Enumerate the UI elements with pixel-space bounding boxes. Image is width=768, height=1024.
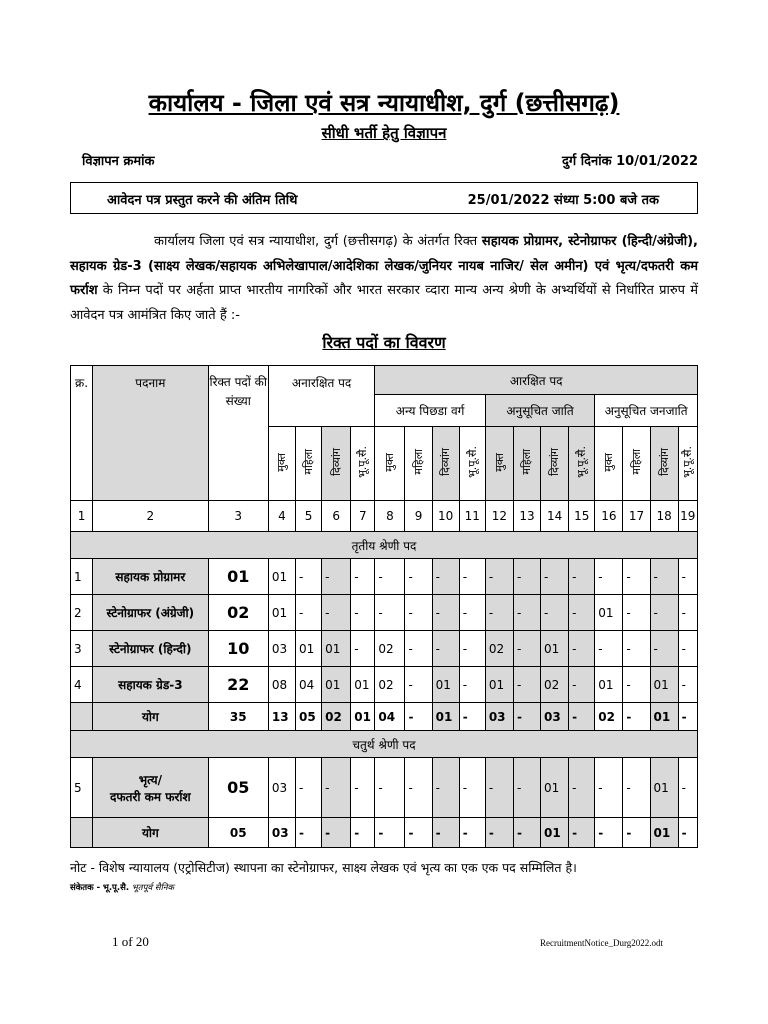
vacancy-cell: 03 <box>541 703 569 731</box>
total-row <box>71 703 698 731</box>
subheader-cell <box>322 427 351 501</box>
subheader-label: महिला <box>412 449 426 475</box>
subheader-label: दिव्यांग <box>329 448 343 476</box>
subheader-label: मुक्त <box>275 452 289 472</box>
vacancy-cell: - <box>541 559 569 595</box>
legend <box>70 882 174 893</box>
vacancy-cell: - <box>485 758 513 818</box>
vacancy-table <box>70 365 698 848</box>
vacancy-cell: - <box>569 703 595 731</box>
class4-title: चतुर्थ श्रेणी पद <box>71 731 698 758</box>
vacancy-cell: - <box>595 559 623 595</box>
page-number: 1 of 20 <box>112 934 149 949</box>
vacancy-cell: - <box>459 758 485 818</box>
serial-cell: 4 <box>71 667 93 703</box>
column-number: 10 <box>432 501 459 532</box>
vacancy-count-cell: 22 <box>208 667 268 703</box>
vacancy-cell: 01 <box>268 595 295 631</box>
table-row <box>71 559 698 595</box>
vacancy-cell: 01 <box>295 631 321 667</box>
vacancy-cell: - <box>569 631 595 667</box>
vacancy-cell: - <box>485 559 513 595</box>
subheader-label: दिव्यांग <box>657 448 671 476</box>
serial-cell <box>71 703 93 731</box>
vacancy-cell: - <box>595 631 623 667</box>
legend-abbr: भू.पू.सै. <box>102 883 130 893</box>
vacancy-cell: 02 <box>322 703 351 731</box>
table-row <box>71 595 698 631</box>
header-st: अनुसूचित जनजाति <box>595 395 698 427</box>
vacancy-cell: 01 <box>351 667 375 703</box>
vacancy-cell: - <box>623 703 650 731</box>
vacancy-cell: - <box>375 758 405 818</box>
class4-title-row <box>71 731 698 758</box>
subheader-label: महिला <box>520 449 534 475</box>
deadline-box <box>70 182 698 214</box>
subheader-label: मुक्त <box>383 452 397 472</box>
vacancy-cell: 08 <box>268 667 295 703</box>
subheader-cell <box>569 427 595 501</box>
vacancy-cell: - <box>513 559 540 595</box>
post-name-cell: योग <box>93 703 209 731</box>
section-title: रिक्त पदों का विवरण <box>322 333 446 352</box>
vacancy-cell: - <box>678 818 697 848</box>
subheader-cell <box>650 427 678 501</box>
subheader-label: भू.पू.सै. <box>465 446 479 478</box>
vacancy-cell: - <box>432 595 459 631</box>
vacancy-cell: - <box>432 559 459 595</box>
vacancy-cell: 01 <box>650 758 678 818</box>
header-reserved: आरक्षित पद <box>375 366 698 395</box>
vacancy-cell: 01 <box>541 818 569 848</box>
vacancy-cell: 02 <box>595 703 623 731</box>
vacancy-cell: - <box>295 818 321 848</box>
vacancy-cell: - <box>432 758 459 818</box>
vacancy-cell: 04 <box>375 703 405 731</box>
header-sc: अनुसूचित जाति <box>485 395 594 427</box>
vacancy-cell: - <box>351 595 375 631</box>
subheader-label: दिव्यांग <box>548 448 562 476</box>
vacancy-count-cell: 02 <box>208 595 268 631</box>
vacancy-cell: - <box>485 595 513 631</box>
vacancy-cell: - <box>678 595 697 631</box>
vacancy-cell: - <box>595 818 623 848</box>
vacancy-cell: - <box>459 703 485 731</box>
vacancy-cell: - <box>541 595 569 631</box>
vacancy-cell: 01 <box>351 703 375 731</box>
subheader-cell <box>375 427 405 501</box>
page-title: कार्यालय - जिला एवं सत्र न्यायाधीश, दुर्ग (छत्तीसगढ़) <box>148 89 620 117</box>
subheader-cell <box>405 427 432 501</box>
column-number: 8 <box>375 501 405 532</box>
post-name-cell: स्टेनोग्राफर (हिन्दी) <box>93 631 209 667</box>
vacancy-cell: 01 <box>650 818 678 848</box>
subheader-label: महिला <box>629 449 643 475</box>
vacancy-cell: - <box>295 559 321 595</box>
vacancy-cell: - <box>322 559 351 595</box>
subheader-cell <box>541 427 569 501</box>
vacancy-cell: - <box>513 667 540 703</box>
column-number: 14 <box>541 501 569 532</box>
header-obc: अन्य पिछडा वर्ग <box>375 395 485 427</box>
column-number: 4 <box>268 501 295 532</box>
legend-label: संकेतक - <box>70 883 101 893</box>
vacancy-cell: - <box>405 818 432 848</box>
serial-cell: 2 <box>71 595 93 631</box>
intro-part1: कार्यालय जिला एवं सत्र न्यायाधीश, दुर्ग (छत्तीसगढ़) के अंतर्गत रिक्त <box>154 234 478 249</box>
column-number: 15 <box>569 501 595 532</box>
vacancy-cell: - <box>322 758 351 818</box>
vacancy-cell: 03 <box>485 703 513 731</box>
vacancy-cell: - <box>459 631 485 667</box>
vacancy-cell: - <box>405 758 432 818</box>
vacancy-count-cell: 01 <box>208 559 268 595</box>
subheader-cell <box>513 427 540 501</box>
vacancy-cell: 02 <box>541 667 569 703</box>
table-row <box>71 758 698 818</box>
vacancy-cell: - <box>351 818 375 848</box>
vacancy-cell: - <box>623 559 650 595</box>
vacancy-cell: - <box>375 818 405 848</box>
vacancy-cell: - <box>405 667 432 703</box>
vacancy-cell: - <box>678 758 697 818</box>
subheader-cell <box>678 427 697 501</box>
vacancy-cell: - <box>513 758 540 818</box>
column-number: 19 <box>678 501 697 532</box>
vacancy-cell: - <box>459 559 485 595</box>
vacancy-cell: - <box>322 818 351 848</box>
subheader-label: भू.पू.सै. <box>575 446 589 478</box>
vacancy-cell: - <box>351 559 375 595</box>
vacancy-cell: - <box>678 703 697 731</box>
page-subtitle: सीधी भर्ती हेतु विज्ञापन <box>321 124 447 142</box>
subheader-cell <box>295 427 321 501</box>
file-name: RecruitmentNotice_Durg2022.odt <box>540 938 664 948</box>
subheader-label: मुक्त <box>492 452 506 472</box>
intro-posts: सहायक प्रोग्रामर, स्टेनोग्राफर (हिन्दी/अंग्रेजी), सहायक ग्रेड-3 (साक्ष्य लेखक/सहायक अभिलेखापाल/आदेशिका लेखक/जुनियर नायब नाजिर/ सेल अमीन) एवं भृत्य/दफतरी कम फर्राश <box>70 234 698 298</box>
serial-cell: 5 <box>71 758 93 818</box>
vacancy-cell: - <box>569 559 595 595</box>
subheader-label: दिव्यांग <box>439 448 453 476</box>
vacancy-cell: 01 <box>432 667 459 703</box>
column-number-row <box>71 501 698 532</box>
vacancy-cell: - <box>650 631 678 667</box>
vacancy-cell: - <box>678 667 697 703</box>
column-number: 5 <box>295 501 321 532</box>
vacancy-cell: - <box>650 595 678 631</box>
vacancy-cell: 01 <box>650 667 678 703</box>
vacancy-cell: - <box>623 758 650 818</box>
vacancy-cell: 01 <box>595 667 623 703</box>
column-number: 7 <box>351 501 375 532</box>
vacancy-cell: 01 <box>541 758 569 818</box>
post-name-line: दफतरी कम फर्राश <box>110 789 191 804</box>
vacancy-cell: 01 <box>541 631 569 667</box>
column-number: 12 <box>485 501 513 532</box>
vacancy-cell: - <box>678 631 697 667</box>
subheader-label: भू.पू.सै. <box>681 446 695 478</box>
column-number: 11 <box>459 501 485 532</box>
vacancy-cell: - <box>569 595 595 631</box>
vacancy-cell: - <box>459 818 485 848</box>
total-row <box>71 818 698 848</box>
vacancy-cell: 01 <box>322 667 351 703</box>
subheader-cell <box>595 427 623 501</box>
vacancy-cell: 02 <box>375 667 405 703</box>
vacancy-cell: - <box>351 758 375 818</box>
vacancy-cell: - <box>485 818 513 848</box>
column-number: 17 <box>623 501 650 532</box>
vacancy-cell: 01 <box>268 559 295 595</box>
column-number: 9 <box>405 501 432 532</box>
subheader-cell <box>485 427 513 501</box>
post-name-line: भृत्य/ <box>138 772 162 787</box>
vacancy-count-cell: 05 <box>208 818 268 848</box>
subheader-cell <box>432 427 459 501</box>
vacancy-cell: 02 <box>375 631 405 667</box>
note: नोट - विशेष न्यायालय (एट्रोसिटीज) स्थापना का स्टेनोग्राफर, साक्ष्य लेखक एवं भृत्य का एक एक पद सम्मिलित है। <box>70 860 577 875</box>
subheader-label: मुक्त <box>602 452 616 472</box>
serial-cell: 3 <box>71 631 93 667</box>
header-row-1 <box>71 366 698 395</box>
vacancy-cell: - <box>650 559 678 595</box>
deadline-label: आवेदन पत्र प्रस्तुत करने की अंतिम तिथि <box>107 193 298 208</box>
header-post: पदनाम <box>93 366 209 501</box>
vacancy-cell: 04 <box>295 667 321 703</box>
vacancy-cell: - <box>295 595 321 631</box>
vacancy-cell: 05 <box>295 703 321 731</box>
subheader-label: भू.पू.सै. <box>356 446 370 478</box>
vacancy-cell: 01 <box>485 667 513 703</box>
vacancy-cell: - <box>623 595 650 631</box>
table-row <box>71 667 698 703</box>
vacancy-cell: - <box>595 758 623 818</box>
column-number: 6 <box>322 501 351 532</box>
post-name-cell <box>93 758 209 818</box>
serial-cell: 1 <box>71 559 93 595</box>
subheader-cell <box>459 427 485 501</box>
vacancy-cell: - <box>375 595 405 631</box>
post-name-cell: सहायक ग्रेड-3 <box>93 667 209 703</box>
vacancy-cell: - <box>432 818 459 848</box>
vacancy-cell: - <box>678 559 697 595</box>
table-row <box>71 631 698 667</box>
vacancy-cell: 01 <box>322 631 351 667</box>
header-unreserved: अनारक्षित पद <box>268 366 374 427</box>
vacancy-cell: - <box>459 667 485 703</box>
vacancy-cell: - <box>623 818 650 848</box>
vacancy-cell: - <box>623 667 650 703</box>
vacancy-cell: - <box>405 631 432 667</box>
vacancy-cell: 03 <box>268 818 295 848</box>
subheader-label: महिला <box>302 449 316 475</box>
post-name-cell: योग <box>93 818 209 848</box>
vacancy-cell: 03 <box>268 631 295 667</box>
vacancy-cell: 01 <box>650 703 678 731</box>
vacancy-cell: 02 <box>485 631 513 667</box>
vacancy-cell: - <box>513 595 540 631</box>
subheader-cell <box>623 427 650 501</box>
vacancy-cell: - <box>375 559 405 595</box>
vacancy-count-cell: 35 <box>208 703 268 731</box>
column-number: 16 <box>595 501 623 532</box>
vacancy-cell: - <box>569 667 595 703</box>
intro-paragraph <box>70 230 698 328</box>
post-name-cell: स्टेनोग्राफर (अंग्रेजी) <box>93 595 209 631</box>
column-number: 3 <box>208 501 268 532</box>
vacancy-cell: 13 <box>268 703 295 731</box>
vacancy-cell: - <box>405 559 432 595</box>
column-number: 1 <box>71 501 93 532</box>
serial-cell <box>71 818 93 848</box>
column-number: 2 <box>93 501 209 532</box>
vacancy-cell: - <box>405 703 432 731</box>
vacancy-cell: - <box>513 631 540 667</box>
advertisement-number-label: विज्ञापन क्रमांक <box>82 154 155 169</box>
vacancy-cell: - <box>351 631 375 667</box>
vacancy-cell: - <box>513 818 540 848</box>
class3-title: तृतीय श्रेणी पद <box>71 532 698 559</box>
vacancy-cell: 01 <box>595 595 623 631</box>
vacancy-cell: - <box>405 595 432 631</box>
vacancy-cell: - <box>623 631 650 667</box>
vacancy-cell: 03 <box>268 758 295 818</box>
vacancy-cell: - <box>295 758 321 818</box>
legend-meaning: भूतपूर्व सैनिक <box>131 883 175 893</box>
header-vacancies: रिक्त पदों की संख्या <box>208 366 268 501</box>
vacancy-cell: - <box>513 703 540 731</box>
column-number: 18 <box>650 501 678 532</box>
vacancy-count-cell: 05 <box>208 758 268 818</box>
subheader-cell <box>268 427 295 501</box>
column-number: 13 <box>513 501 540 532</box>
class3-title-row <box>71 532 698 559</box>
advertisement-date: दुर्ग दिनांक 10/01/2022 <box>562 154 698 169</box>
intro-part2: के निम्न पदों पर अर्हता प्राप्त भारतीय नागरिकों और भारत सरकार व्दारा मान्य अन्य श्रेणी के अभ्यर्थियों से निर्धारित प्रारुप में आवेदन पत्र आमंत्रित किए जाते हैं :- <box>70 283 698 323</box>
header-serial: क्र. <box>71 366 93 501</box>
vacancy-count-cell: 10 <box>208 631 268 667</box>
vacancy-cell: - <box>569 758 595 818</box>
vacancy-cell: 01 <box>432 703 459 731</box>
deadline-value: 25/01/2022 संध्या 5:00 बजे तक <box>467 193 659 208</box>
vacancy-cell: - <box>432 631 459 667</box>
vacancy-cell: - <box>322 595 351 631</box>
vacancy-cell: - <box>569 818 595 848</box>
vacancy-cell: - <box>459 595 485 631</box>
post-name-cell: सहायक प्रोग्रामर <box>93 559 209 595</box>
subheader-cell <box>351 427 375 501</box>
